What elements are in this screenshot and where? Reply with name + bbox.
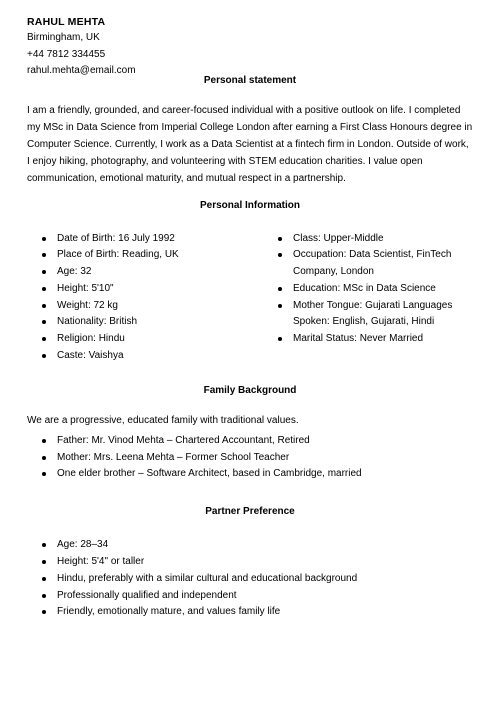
partner-preference-list (27, 537, 473, 621)
family-list (27, 433, 473, 483)
personal-information-heading: Personal Information (199, 199, 300, 211)
list-item: Age: 28–34 (27, 537, 473, 554)
personal-information-columns (27, 231, 473, 365)
list-item: Mother Tongue: Gujarati Languages Spoken: English, Gujarati, Hindi (263, 298, 463, 332)
family-background-heading: Family Background (203, 384, 297, 396)
location-text: Birmingham, UK (27, 32, 100, 43)
list-item: Place of Birth: Reading, UK (27, 247, 263, 264)
personal-statement-text: I am a friendly, grounded, and career-focused individual with a positive outlook on life. I completed my MSc in Data Science from Imperial College London after earning a First Class Honours degree in Computer Science. Currently, I work as a Data Scientist at a fintech firm in London. Outside of work, I enjoy hiking, photography, and volunteering with STEM education charities. I value open communication, emotional maturity, and mutual respect in a partnership. (27, 104, 473, 184)
list-item: Occupation: Data Scientist, FinTech Company, London (263, 247, 463, 281)
list-item: Hindu, preferably with a similar cultural and educational background (27, 571, 473, 588)
list-item: Date of Birth: 16 July 1992 (27, 231, 263, 248)
list-item: Height: 5'4" or taller (27, 554, 473, 571)
list-item: Class: Upper-Middle (263, 231, 463, 248)
list-item: Professionally qualified and independent (27, 588, 473, 605)
candidate-name: RAHUL MEHTA (27, 16, 106, 28)
personal-info-right-list (263, 231, 463, 365)
personal-statement-heading: Personal statement (203, 74, 297, 86)
list-item: Marital Status: Never Married (263, 331, 463, 348)
list-item: Education: MSc in Data Science (263, 281, 463, 298)
list-item: Religion: Hindu (27, 331, 263, 348)
list-item: Age: 32 (27, 264, 263, 281)
contact-header (27, 14, 473, 80)
list-item: Father: Mr. Vinod Mehta – Chartered Accountant, Retired (27, 433, 473, 450)
list-item: Weight: 72 kg (27, 298, 263, 315)
list-item: One elder brother – Software Architect, based in Cambridge, married (27, 466, 473, 483)
list-item: Friendly, emotionally mature, and values family life (27, 604, 473, 621)
list-item: Caste: Vaishya (27, 348, 263, 365)
personal-info-left-list (27, 231, 263, 365)
partner-preference-heading: Partner Preference (205, 506, 295, 518)
list-item: Mother: Mrs. Leena Mehta – Former School Teacher (27, 450, 473, 467)
phone-text: +44 7812 334455 (27, 48, 106, 60)
list-item: Nationality: British (27, 314, 263, 331)
email-text: rahul.mehta@email.com (27, 65, 136, 76)
family-intro-text: We are a progressive, educated family with traditional values. (27, 414, 299, 426)
list-item: Height: 5'10" (27, 281, 263, 298)
